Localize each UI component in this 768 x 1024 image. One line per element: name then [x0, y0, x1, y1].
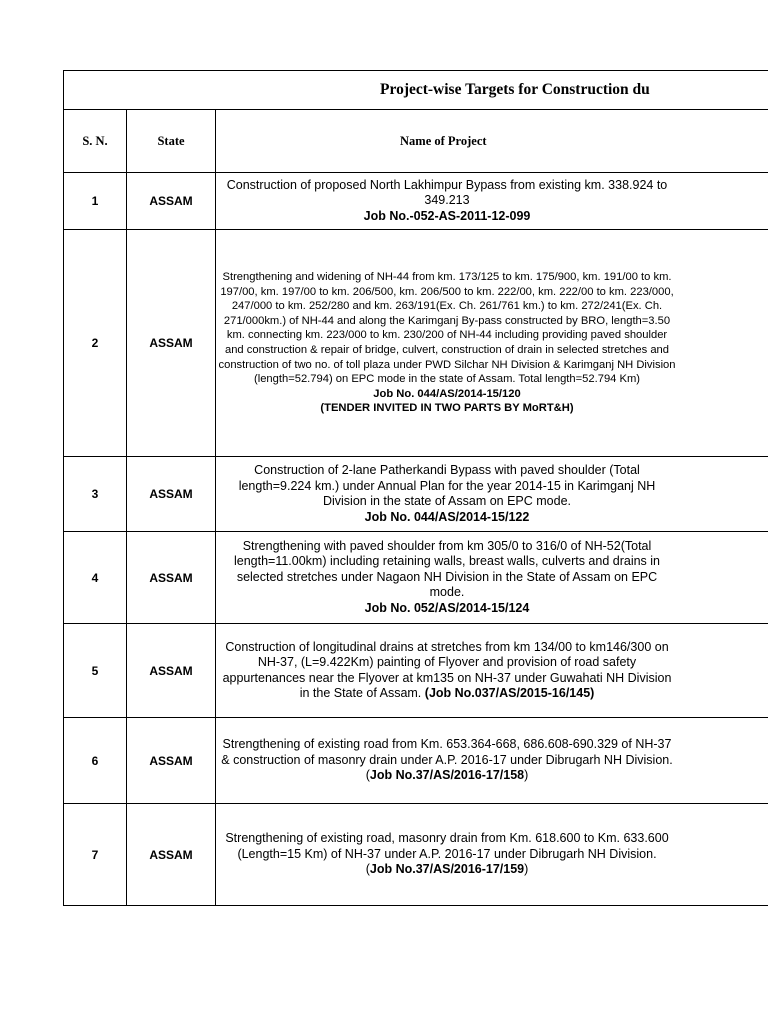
row-state: ASSAM — [127, 532, 216, 624]
job-number: Job No.-052-AS-2011-12-099 — [363, 208, 531, 223]
row-sn: 5 — [64, 624, 127, 718]
row-state: ASSAM — [127, 718, 216, 804]
table-row — [64, 457, 768, 532]
row-project — [216, 532, 768, 624]
project-description: Strengthening of existing road from Km. 653.364-668, 686.608-690.329 of NH-37 & construction of masonry drain under A.P. 2016-17 under Dibrugarh NH Division. — [221, 737, 673, 767]
table-row — [64, 532, 768, 624]
table-row — [64, 804, 768, 906]
job-suffix: ) — [524, 862, 529, 877]
project-description — [218, 640, 676, 702]
table-row — [64, 718, 768, 804]
row-sn: 4 — [64, 532, 127, 624]
job-number: Job No. 052/AS/2014-15/124 — [364, 600, 530, 615]
project-description: Construction of 2-lane Patherkandi Bypass with paved shoulder (Total length=9.224 km.) under Annual Plan for the year 2014-15 in Karimganj NH Division in the state of Assam on EPC mode. — [238, 463, 656, 508]
row-project — [216, 457, 768, 532]
row-project — [216, 804, 768, 906]
job-prefix: ( — [365, 862, 370, 877]
job-prefix: ( — [365, 768, 370, 783]
table-row — [64, 624, 768, 718]
job-number: Job No.37/AS/2016-17/158 — [369, 768, 525, 783]
project-description: Strengthening with paved shoulder from km 305/0 to 316/0 of NH-52(Total length=11.00km) including retaining walls, breast walls, culverts and drains in selected stretches under Nagaon NH Division in the State of Assam on EPC mode. — [233, 538, 661, 600]
job-number: Job No. 044/AS/2014-15/122 — [364, 509, 530, 524]
header-state: State — [127, 110, 216, 173]
project-targets-table — [63, 70, 768, 906]
row-project — [216, 718, 768, 804]
row-sn: 1 — [64, 173, 127, 230]
row-state: ASSAM — [127, 804, 216, 906]
row-project — [216, 173, 768, 230]
header-row — [64, 110, 768, 173]
project-description: Strengthening of existing road, masonry drain from Km. 618.600 to Km. 633.600 (Length=15 Km) of NH-37 under A.P. 2016-17 under Dibrugarh NH Division. — [225, 831, 669, 861]
row-state: ASSAM — [127, 457, 216, 532]
header-name-of-project: Name of Project — [216, 110, 768, 173]
row-sn: 7 — [64, 804, 127, 906]
row-state: ASSAM — [127, 624, 216, 718]
row-sn: 2 — [64, 230, 127, 457]
row-state: ASSAM — [127, 173, 216, 230]
job-suffix: ) — [524, 768, 529, 783]
row-sn: 6 — [64, 718, 127, 804]
table-row — [64, 230, 768, 457]
job-number: (Job No.037/AS/2015-16/145) — [424, 686, 595, 700]
table-row — [64, 173, 768, 230]
tender-note: (TENDER INVITED IN TWO PARTS BY MoRT&H) — [320, 402, 574, 415]
title-row — [64, 71, 768, 110]
project-description: Construction of proposed North Lakhimpur Bypass from existing km. 338.924 to 349.213 — [226, 177, 668, 208]
table-title: Project-wise Targets for Construction du — [64, 71, 768, 110]
description-text: Construction of longitudinal drains at stretches from km 134/00 to km146/300 on NH-37, (L=9.422Km) painting of Flyover and provision of road safety appurtenances near the Flyover at km135 on NH-37 under Guwahati NH Division in the State of Assam. — [222, 639, 672, 700]
row-project — [216, 624, 768, 718]
project-description: Strengthening and widening of NH-44 from km. 173/125 to km. 175/900, km. 191/00 to km. 197/00, km. 197/00 to km. 206/500, km. 206/500 to km. 222/00, km. 222/00 to km. 223/000, 247/000 to km. 252/280 and km. 263/191(Ex. Ch. 261/761 km.) to km. 272/241(Ex. Ch. 271/000km.) of NH-44 and along the Karimganj By-pass constructed by BRO, length=3.50 km. connecting km. 223/000 to km. 230/200 of NH-44 including providing paved shoulder and construction & repair of bridge, culvert, construction of drain in selected stretches and construction of two no. of toll plaza under PWD Silchar NH Division & Karimganj NH Division (length=52.794) on EPC mode in the state of Assam. Total length=52.794 Km) — [218, 271, 676, 386]
row-project — [216, 230, 768, 457]
row-state: ASSAM — [127, 230, 216, 457]
job-number: Job No.37/AS/2016-17/159 — [369, 862, 525, 877]
job-number: Job No. 044/AS/2014-15/120 — [373, 387, 521, 400]
row-sn: 3 — [64, 457, 127, 532]
header-sn: S. N. — [64, 110, 127, 173]
